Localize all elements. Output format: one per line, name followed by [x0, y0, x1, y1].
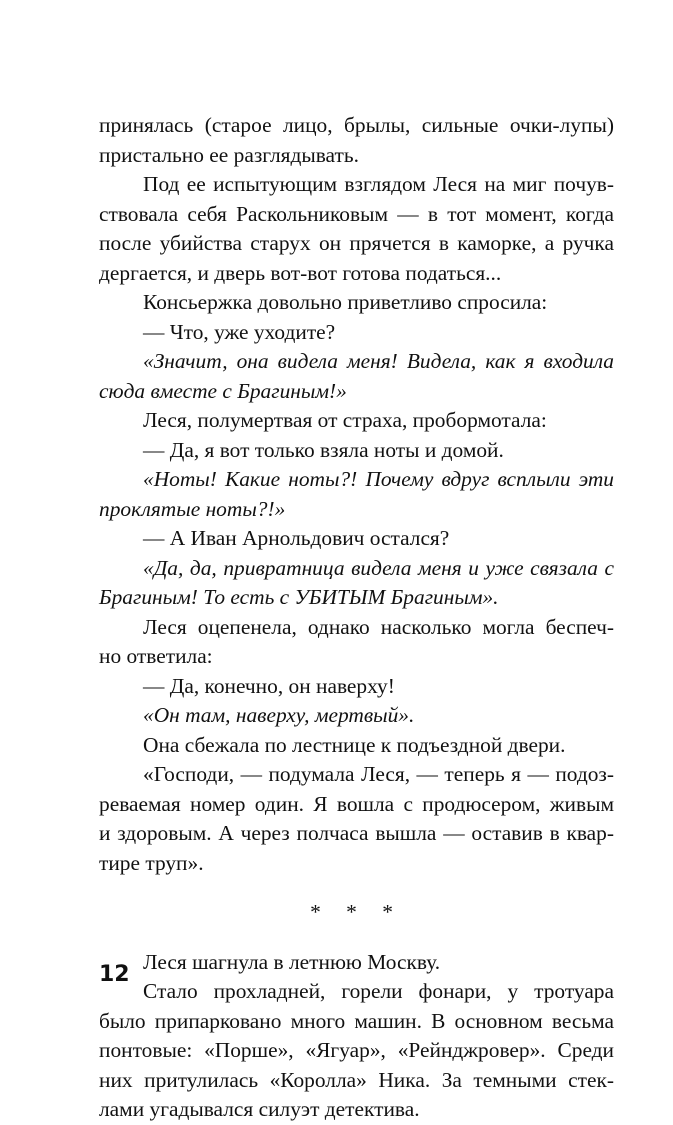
text-line: Стало прохладней, горели фонари, у тротуара: [143, 979, 614, 1003]
text-line: пристально ее разглядывать.: [99, 142, 359, 167]
text-line: было припарковано много машин. В основном весьма: [99, 1008, 614, 1033]
text-line: Брагиным! То есть с УБИТЫМ Брагиным».: [99, 585, 499, 609]
text-line: проклятые ноты?!»: [99, 496, 286, 521]
text-line: принялась (старое лицо, брылы, сильные очки-лупы): [99, 113, 614, 137]
section-break: * * *: [310, 900, 403, 924]
text-line: них притулилась «Королла» Ника. За темными стек-: [99, 1067, 614, 1092]
text-line: «Господи, — подумала Леся, — теперь я — подоз-: [143, 762, 614, 786]
text-line: но ответила:: [99, 644, 213, 668]
text-line: сюда вместе с Брагиным!»: [99, 378, 347, 403]
text-line: Под ее испытующим взглядом Леся на миг почув-: [143, 172, 614, 196]
text-line: дергается, и дверь вот-вот готова податься...: [99, 260, 502, 285]
text-line: реваемая номер один. Я вошла с продюсером, живым: [99, 791, 614, 816]
text-line: Леся шагнула в летнюю Москву.: [143, 949, 441, 974]
page-number: 12: [99, 962, 130, 987]
text-line: и здоровым. А через полчаса вышла — оставив в квар-: [99, 821, 614, 845]
text-line: лами угадывался силуэт детектива.: [99, 1097, 420, 1121]
text-line: — Да, конечно, он наверху!: [143, 673, 395, 698]
text-line: «Он там, наверху, мертвый».: [143, 703, 415, 727]
text-line: Она сбежала по лестнице к подъездной двери.: [143, 732, 566, 757]
text-line: понтовые: «Порше», «Ягуар», «Рейнджровер». Среди: [99, 1038, 614, 1062]
text-line: Леся, полумертвая от страха, пробормотала:: [143, 408, 547, 432]
text-line: «Значит, она видела меня! Видела, как я входила: [143, 349, 614, 373]
text-line: — Да, я вот только взяла ноты и домой.: [143, 437, 504, 462]
text-line: Леся оцепенела, однако насколько могла беспеч-: [143, 614, 614, 639]
text-line: «Ноты! Какие ноты?! Почему вдруг всплыли эти: [143, 467, 614, 491]
text-line: после убийства старух он прячется в каморке, а ручка: [99, 231, 614, 255]
text-line: ствовала себя Раскольниковым — в тот момент, когда: [99, 201, 614, 226]
text-line: Консьержка довольно приветливо спросила:: [143, 290, 548, 314]
text-line: — А Иван Арнольдович остался?: [143, 526, 450, 550]
text-line: — Что, уже уходите?: [143, 319, 336, 344]
body-text: [99, 111, 614, 1125]
text-line: тире труп».: [99, 850, 204, 875]
text-line: «Да, да, привратница видела меня и уже связала с: [143, 555, 614, 580]
